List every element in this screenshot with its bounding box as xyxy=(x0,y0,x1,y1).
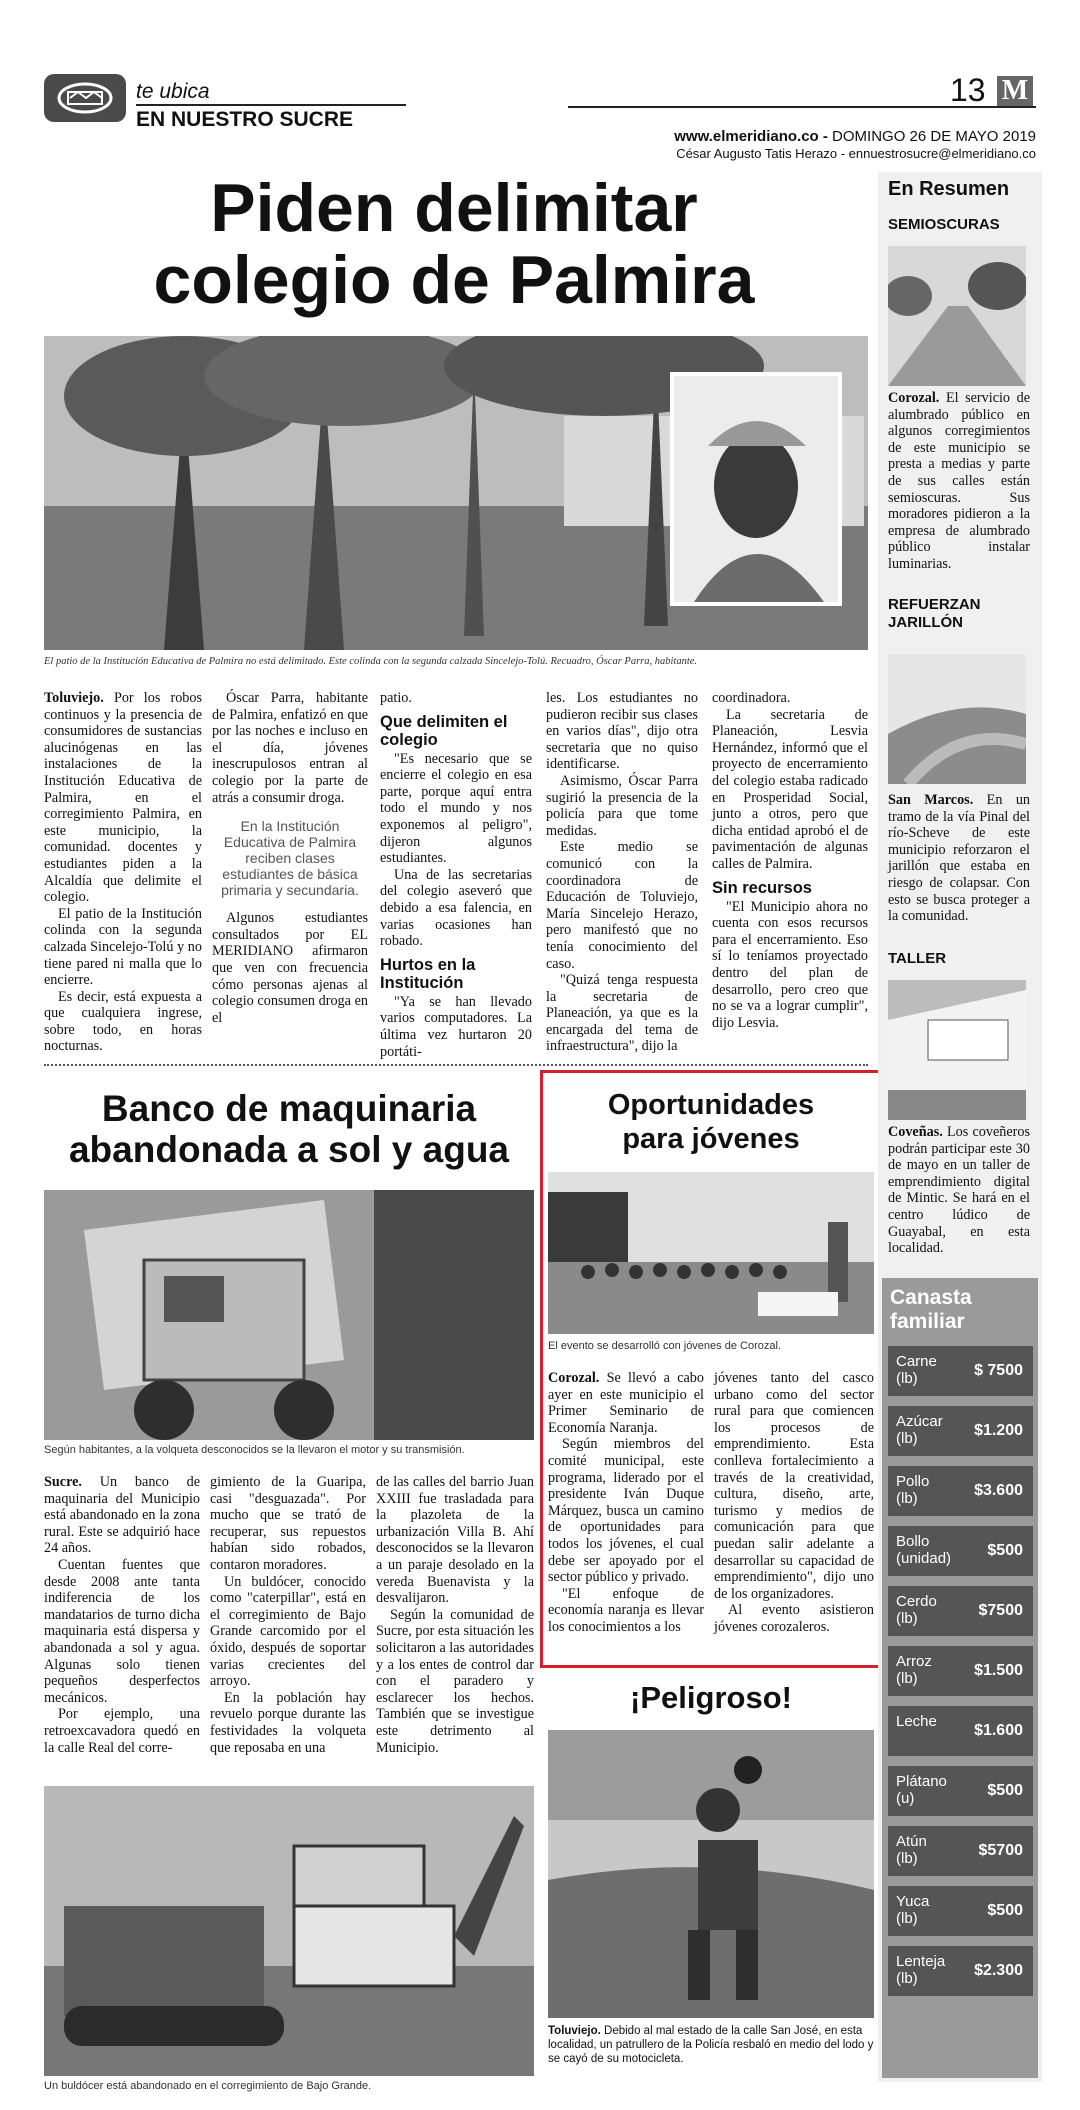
price-row xyxy=(888,1826,1033,1876)
main-photo xyxy=(44,336,868,650)
canasta-footer: Municipio: Corozal. xyxy=(890,2080,1010,2096)
banco-headline: Banco de maquinaria abandonada a sol y agua xyxy=(68,1088,509,1170)
price-row xyxy=(888,1646,1033,1696)
banco-col-3: de las calles del barrio Juan XXIII fue trasladada para la plazoleta de la urbanización Villa B. Ahí desconocidos se la llevaron a un paraje desolado en la vereda Buenavista y la desvalijaron. Según la comunidad de Sucre, por esta situación les solicitaron a las autoridades y a los entes de control dar con el paradero y esclarecer los hechos. También que se investigue este detrimento al Municipio. xyxy=(376,1474,534,1756)
main-photo-caption: El patio de la Institución Educativa de Palmira no está delimitado. Este colinda con la segunda calzada Sincelejo-Tolú. Recuadro, Óscar Parra, habitante. xyxy=(44,656,698,667)
item-text: San Marcos. En un tramo de la vía Pinal del río-Scheve de este municipio reforzaron el jarillón que estaba en riesgo de colapsar. Con esto se busca proteger a la comunidad. xyxy=(888,792,1031,925)
price-row xyxy=(888,1766,1033,1816)
dateline: Sucre. xyxy=(44,1474,82,1490)
bulldozer-caption: Un buldócer está abandonado en el corregimiento de Bajo Grande. xyxy=(44,2080,372,2092)
pullquote: En la Institución Educativa de Palmira reciben clases estudiantes de básica primaria y secundaria. xyxy=(221,818,359,899)
date: DOMINGO 26 DE MAYO 2019 xyxy=(832,128,1036,145)
subhead: Sin recursos xyxy=(712,878,812,897)
peligroso-caption: Toluviejo. Debido al mal estado de la calle San José, en esta localidad, un patrullero de la Policía resbaló en medio del lodo y se cayó de su motocicleta. xyxy=(548,2025,874,2065)
price-item-value: $500 xyxy=(987,1542,1023,1559)
price-item-name: Pollo (lb) xyxy=(896,1473,930,1507)
banco-col-1: Sucre. Un banco de maquinaria del Municipio está abandonado en la zona rural. Este se adquirió hace 24 años. Cuentan fuentes que desde 2008 ante tanta indiferencia de los mandatarios de turno dicha maquinaria está dispersa y abandonada a sol y agua. Algunas solo tienen pequeños desperfectos mecánicos. Por ejemplo, una retroexcavadora quedó en la calle Real del corre- xyxy=(44,1474,201,1756)
main-col-2: Óscar Parra, habitante de Palmira, enfatizó en que por las noches e incluso en el día, jóvenes inescrupulosos entran al colegio por la parte de atrás a consumir droga. En la Institución Educativa de Palmira reciben clases estudiantes de básica primaria y secundaria. Algunos estudiantes consultados por EL MERIDIANO afirmaron que ven con frecuencia cómo personas ajenas al colegio consumen droga en el xyxy=(212,690,368,1026)
price-item-name: Arroz (lb) xyxy=(896,1653,932,1687)
price-item-value: $1.500 xyxy=(974,1662,1023,1679)
item-heading: REFUERZAN JARILLÓN xyxy=(888,596,981,631)
truck-photo xyxy=(44,1190,534,1440)
section-logo xyxy=(44,74,126,122)
section-label-top: te ubica xyxy=(136,80,210,103)
byline: César Augusto Tatis Herazo - ennuestrosucre@elmeridiano.co xyxy=(676,146,1036,161)
peligroso-headline: ¡Peligroso! xyxy=(630,1680,792,1715)
section-label-bottom: EN NUESTRO SUCRE xyxy=(136,108,354,131)
main-headline: Piden delimitar colegio de Palmira xyxy=(153,170,755,318)
bulldozer-photo xyxy=(44,1786,534,2076)
item-text: Coveñas. Los coveñeros podrán participar este 30 de mayo en un taller de emprendimiento digital de Mintic. Se hará en el centro lúdico de Guayabal, en esta localidad. xyxy=(888,1124,1030,1257)
sucre-hat-icon xyxy=(44,74,126,122)
oportunidades-col-2: jóvenes tanto del casco urbano como del sector rural para que comiencen los procesos de emprendimiento. Esta conlleva fortalecimiento a través de la creatividad, cultura, diseño, arte, turismo y medios de comunicación para que puedan salir adelante a desarrollar su capacidad de emprendimiento", dijo uno de los organizadores. Al evento asistieron jóvenes corozaleros. xyxy=(714,1370,874,1635)
item-text: Corozal. El servicio de alumbrado público en algunos corregimientos de este municipio se presta a medias y parte de sus calles están semioscuras. Sus moradores pidieron a la empresa de alumbrado público instalar luminarias. xyxy=(888,390,1030,572)
oportunidades-headline: Oportunidades para jóvenes xyxy=(607,1089,815,1155)
price-item-value: $500 xyxy=(987,1782,1023,1799)
price-row xyxy=(888,1526,1033,1576)
dateline: Toluviejo. xyxy=(548,2025,601,2037)
subhead: Hurtos en la Institución xyxy=(380,955,476,992)
price-item-name: Cerdo (lb) xyxy=(896,1593,937,1627)
price-row xyxy=(888,1466,1033,1516)
item-heading: SEMIOSCURAS xyxy=(888,216,1000,233)
price-item-value: $7500 xyxy=(978,1602,1023,1619)
price-item-value: $2.300 xyxy=(974,1962,1023,1979)
price-item-value: $5700 xyxy=(978,1842,1023,1859)
price-item-value: $3.600 xyxy=(974,1482,1023,1499)
truck-caption: Según habitantes, a la volqueta desconocidos se la llevaron el motor y su transmisión. xyxy=(44,1444,465,1456)
price-item-value: $1.200 xyxy=(974,1422,1023,1439)
item-heading: TALLER xyxy=(888,950,947,967)
main-col-4: les. Los estudiantes no pudieron recibir sus clases en varios días", dijo otra secretaria que no quiso identificarse. Asimismo, Óscar Parra sugirió la presencia de la policía para que tome medidas. Este medio se comunicó con la coordinadora de Educación de Toluviejo, María Sincelejo Herazo, pero manifestó que no tenía conocimiento del caso. "Quizá tenga respuesta la secretaria de Planeación, ya que es la encargada del tema de infraestructura", dijo la xyxy=(546,690,698,1055)
price-item-name: Plátano (u) xyxy=(896,1773,947,1807)
sidebar-title: En Resumen xyxy=(888,178,1010,200)
price-item-name: Atún (lb) xyxy=(896,1833,927,1867)
price-item-name: Lenteja (lb) xyxy=(896,1953,946,1987)
oportunidades-col-1: Corozal. Se llevó a cabo ayer en este municipio el Primer Seminario de Economía Naranja. Según miembros del comité municipal, este programa, liderado por el presidente Iván Duque Márquez, busca un camino de oportunidades para todos los jóvenes, el cual debe ser apoyado por el sector público y privado. "El enfoque de economía naranja es llevar los conocimientos a los xyxy=(548,1370,704,1635)
price-row xyxy=(888,1946,1033,1996)
price-item-name: Azúcar (lb) xyxy=(896,1413,943,1447)
price-item-value: $ 7500 xyxy=(974,1362,1023,1379)
website[interactable]: www.elmeridiano.co - xyxy=(674,128,828,145)
price-item-name: Leche xyxy=(896,1713,937,1730)
page-number: 13 xyxy=(950,72,986,108)
subhead: Que delimiten el colegio xyxy=(380,712,508,749)
jarillon-photo xyxy=(888,654,1026,784)
dateline: Toluviejo. xyxy=(44,690,104,706)
price-row xyxy=(888,1346,1033,1396)
price-item-name: Bollo (unidad) xyxy=(896,1533,952,1567)
peligroso-photo xyxy=(548,1730,874,2018)
price-item-name: Carne (lb) xyxy=(896,1353,937,1387)
taller-photo xyxy=(888,980,1026,1120)
semioscuras-photo xyxy=(888,246,1026,386)
inset-portrait xyxy=(670,372,842,606)
price-item-value: $1.600 xyxy=(974,1722,1023,1739)
seminar-caption: El evento se desarrolló con jóvenes de Corozal. xyxy=(548,1340,781,1352)
price-row xyxy=(888,1706,1033,1756)
main-col-1: Toluviejo. Por los robos continuos y la presencia de consumidores de sustancias alucinógenas en las instalaciones de la Institución Educativa de Palmira, en el corregimiento Palmira, en este municipio, la comunidad. docentes y estudiantes piden a la Alcaldía que delimite el colegio. El patio de la Institución colinda con la segunda calzada Sincelejo-Tolú y no tiene pared ni malla que lo encierre. Es decir, está expuesta a que cualquiera ingrese, sobre todo, en horas nocturnas. xyxy=(44,690,203,1055)
meridiano-logo: M xyxy=(997,76,1033,106)
price-row xyxy=(888,1406,1033,1456)
dateline: Corozal. xyxy=(548,1370,600,1386)
price-item-value: $500 xyxy=(987,1902,1023,1919)
price-row xyxy=(888,1886,1033,1936)
banco-col-2: gimiento de la Guaripa, casi "desguazada". Por mucho que se trató de recuperar, sus repuestos habían sido robados, contaron moradores. Un buldócer, conocido como "caterpillar", está en el corregimiento de Bajo Grande carcomido por el óxido, después de soportar varias crecientes del arroyo. En la población hay revuelo porque durante las festividades la volqueta que reposaba en una xyxy=(210,1474,366,1756)
main-col-5: coordinadora. La secretaria de Planeación, Lesvia Hernández, informó que el proyecto de encerramiento del colegio estaba radicado en Prosperidad Social, junto a otros, pero que dicha entidad aprobó el de pavimentación de algunas calles de Palmira. Sin recursos "El Municipio ahora no cuenta con esos recursos para el encerramiento. Eso sí lo teníamos proyectado dentro del plan de desarrollo, pero creo que no se va a lograr cumplir", dijo Lesvia. xyxy=(712,690,868,1031)
canasta-title: Canasta familiar xyxy=(890,1286,972,1333)
main-col-3: patio. Que delimiten el colegio "Es necesario que se encierre el colegio en esa parte, porque aquí entra todo el mundo y nos exponemos al peligro", dijeron algunos estudiantes. Una de las secretarias del colegio aseveró que debido a esa falencia, en varias ocasiones han robado. Hurtos en la Institución "Ya se han llevado varios computadores. La última vez hurtaron 20 portáti- xyxy=(380,690,532,1060)
price-row xyxy=(888,1586,1033,1636)
price-item-name: Yuca (lb) xyxy=(896,1893,930,1927)
seminar-photo xyxy=(548,1172,874,1334)
